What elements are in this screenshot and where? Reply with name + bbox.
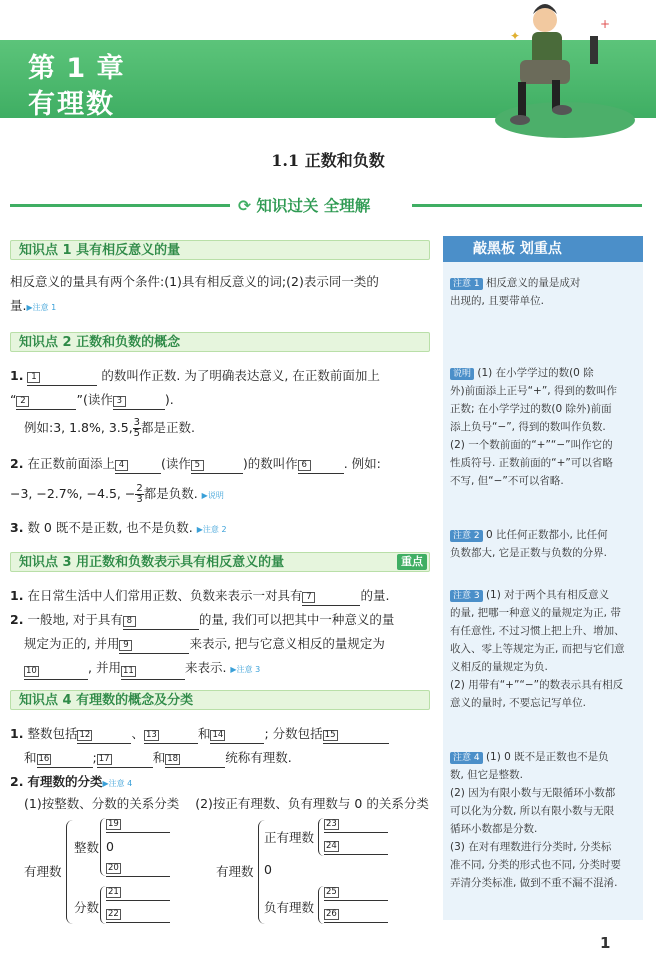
note-text: (3) 在对有理数进行分类时, 分类标 [450, 841, 612, 853]
chapter-title: 有理数 [28, 89, 115, 120]
kp3-line3 [24, 634, 444, 654]
text: −3, −2.7%, −4.5, − [10, 486, 136, 501]
blank-number: 6 [298, 460, 311, 471]
kp3-line2 [10, 610, 430, 630]
note-link[interactable]: ▶注意 2 [196, 525, 227, 534]
blank-8[interactable] [123, 615, 199, 630]
kp2-line2 [10, 390, 430, 410]
text: 和 [24, 750, 37, 765]
sidebar-header [443, 236, 643, 262]
tree1-integer: 整数 [74, 840, 100, 855]
item-number: 1. [10, 368, 24, 383]
kp1-header: 知识点 1 具有相反意义的量 [10, 240, 430, 260]
classification-2-title: (2)按正有理数、负有理数与 0 的关系分类 [195, 796, 429, 811]
blank-number: 7 [302, 592, 315, 603]
text: ; 分数包括 [264, 726, 323, 741]
blank-17[interactable] [97, 753, 153, 768]
sidebar-header-title: 敲黑板 划重点 [473, 241, 562, 257]
tree2-line-26 [324, 922, 388, 923]
divider-right [412, 204, 642, 207]
blank-number: 12 [79, 730, 91, 740]
kp2-line5 [10, 480, 430, 510]
kp3-title: 知识点 3 用正数和负数表示具有相反意义的量 [19, 555, 285, 570]
tree2-line-25 [324, 900, 388, 901]
blank-15[interactable] [323, 729, 389, 744]
note-text: 收入、零上等规定为正, 而把与它们意 [450, 643, 625, 655]
text: “ [10, 392, 17, 407]
blank-number: 15 [324, 730, 336, 740]
note-tag: 说明 [450, 368, 474, 380]
blank-number: 25 [326, 887, 337, 897]
note-text: (1) 对于两个具有相反意义 [485, 589, 610, 601]
blank-12[interactable] [77, 729, 131, 744]
divider-title [238, 194, 370, 216]
blank-number: 16 [38, 754, 50, 764]
tree1-line-22 [106, 922, 170, 923]
text: 在日常生活中人们常用正数、负数来表示一对具有 [27, 588, 303, 603]
text: , 并用 [88, 660, 121, 675]
section-title: 1.1 正数和负数 [271, 151, 385, 170]
kp4-header: 知识点 4 有理数的概念及分类 [10, 690, 430, 710]
note-text: (2) 用带有“+”“−”的数表示具有相反 [450, 679, 624, 691]
text: 整数包括 [27, 726, 78, 741]
chapter-number: 第 1 章 [28, 53, 125, 84]
tree2-line-24 [324, 854, 388, 855]
tree1-blank-20[interactable] [106, 862, 121, 877]
note-1 [450, 274, 640, 310]
tree2-blank-25[interactable] [324, 886, 339, 901]
blank-13[interactable] [144, 729, 198, 744]
blank-6[interactable] [298, 459, 344, 474]
note-link[interactable]: ▶注意 1 [26, 303, 57, 312]
note-text: 负数都大, 它是正数与负数的分界. [450, 547, 608, 559]
blank-number: 14 [212, 730, 224, 740]
note-text: 数, 但它是整数. [450, 769, 524, 781]
note-link[interactable]: ▶注意 4 [102, 779, 133, 788]
blank-number: 9 [119, 640, 132, 651]
blank-number: 23 [326, 819, 337, 829]
text: 、 [131, 726, 144, 741]
note-text: 0 比任何正数都小, 比任何 [485, 529, 608, 541]
kp3-line1 [10, 586, 430, 606]
kp2-line4 [10, 454, 430, 474]
blank-number: 13 [145, 730, 157, 740]
text: ”(读作 [76, 392, 113, 407]
note-text: 外)前面添上正号“+”, 得到的数叫作 [450, 385, 617, 397]
blank-number: 10 [26, 666, 37, 676]
kp4-line2 [24, 748, 444, 768]
tree2-zero: 0 [264, 862, 272, 877]
blank-number: 5 [191, 460, 204, 471]
tree1-line-19 [106, 832, 170, 833]
classification-1-title: (1)按整数、分数的关系分类 [24, 796, 180, 811]
tree1-blank-21[interactable] [106, 886, 121, 901]
blank-10[interactable] [24, 665, 88, 680]
note-3 [450, 586, 640, 712]
kp4-line3 [10, 772, 430, 794]
key-point-badge: 重点 [397, 554, 427, 570]
item-number: 1. [10, 588, 24, 603]
note-tag: 注意 1 [450, 278, 483, 290]
tree1-line-21 [106, 900, 170, 901]
text: 的量. [360, 588, 390, 603]
blank-3[interactable] [113, 395, 165, 410]
item-number: 1. [10, 726, 24, 741]
blank-number: 11 [122, 666, 134, 676]
blank-number: 18 [167, 754, 179, 764]
blank-number: 22 [108, 909, 119, 919]
svg-text:✦: ✦ [510, 29, 521, 43]
item-number: 3. [10, 520, 24, 535]
note-text: 相反意义的量是成对 [485, 277, 581, 289]
text: 来表示. [184, 660, 227, 675]
tree2-positive: 正有理数 [264, 830, 315, 845]
kp2-header: 知识点 2 正数和负数的概念 [10, 332, 430, 352]
note-text: 循环小数都是分数. [450, 823, 538, 835]
note-text: 性质符号. 正数前面的“+”可以省略 [450, 457, 613, 469]
note-text: 正数; 在小学学过的数(0 除外)前面 [450, 403, 612, 415]
note-tag: 注意 2 [450, 530, 483, 542]
item-number: 2. [10, 612, 24, 627]
note-text: 添上负号“−”, 得到的数叫作负数. [450, 421, 606, 433]
text: ; [92, 750, 97, 765]
text: 来表示, 把与它意义相反的量规定为 [189, 636, 385, 651]
kp1-text2: 量. [10, 298, 27, 313]
note-link[interactable]: ▶注意 3 [230, 665, 261, 674]
blank-18[interactable] [165, 753, 225, 768]
numerator: 3 [133, 417, 141, 428]
kp4-line1 [10, 724, 430, 744]
text: ). [164, 392, 174, 407]
text: 都是正数. [141, 420, 196, 435]
blank-number: 2 [16, 396, 29, 407]
note-tag: 注意 4 [450, 752, 483, 764]
blank-9[interactable] [119, 639, 189, 654]
blank-number: 24 [326, 841, 337, 851]
tree2-blank-26[interactable] [324, 908, 339, 923]
tree1-zero: 0 [106, 839, 114, 854]
text: 都是负数. [143, 486, 198, 501]
numerator: 2 [136, 483, 143, 494]
tree1-blank-22[interactable] [106, 908, 121, 923]
page-number: 1 [600, 934, 611, 952]
note-4 [450, 748, 640, 892]
denominator: 3 [136, 494, 143, 505]
blank-4[interactable] [115, 459, 161, 474]
blank-number: 21 [108, 887, 119, 897]
blank-number: 19 [108, 819, 119, 829]
text: . 例如: [343, 456, 381, 471]
note-link[interactable]: ▶说明 [201, 491, 224, 500]
note-tag: 注意 3 [450, 590, 483, 602]
blank-number: 3 [113, 396, 126, 407]
note-2 [450, 526, 640, 562]
blank-5[interactable] [191, 459, 243, 474]
blank-1[interactable] [27, 371, 97, 386]
kp3-line4 [24, 658, 444, 680]
note-text: 有任意性, 不过习惯上把上升、增加、 [450, 625, 625, 637]
blank-number: 1 [27, 372, 40, 383]
blank-number: 20 [108, 863, 119, 873]
tree1-fraction: 分数 [74, 900, 100, 915]
kp1-line2 [10, 296, 430, 318]
text: 数 0 既不是正数, 也不是负数. [27, 520, 193, 535]
fraction [135, 484, 143, 505]
text: 的数叫作正数. 为了明确表达意义, 在正数前面加上 [101, 368, 380, 383]
kp2-line1 [10, 366, 430, 386]
note-text: 义相反的量规定为负. [450, 661, 548, 673]
blank-number: 26 [326, 909, 337, 919]
note-text: (1) 0 既不是正数也不是负 [485, 751, 609, 763]
note-text: 准不同, 分类的形式也不同, 分类时要 [450, 859, 621, 871]
blank-7[interactable] [302, 591, 360, 606]
blank-14[interactable] [210, 729, 264, 744]
text: 在正数前面添上 [27, 456, 115, 471]
tree1-root: 有理数 [24, 864, 62, 879]
text: 和 [152, 750, 166, 765]
text: 的量, 我们可以把其中一种意义的量 [198, 612, 395, 627]
text: )的数叫作 [242, 456, 298, 471]
note-text: 弄清分类标准, 做到不重不漏不混淆. [450, 877, 618, 889]
note-text: 意义的量时, 不要忘记写单位. [450, 697, 587, 709]
denominator: 5 [133, 428, 141, 439]
tree2-blank-23[interactable] [324, 818, 339, 833]
blank-number: 4 [115, 460, 128, 471]
text: 一般地, 对于具有 [27, 612, 123, 627]
note-text: (2) 因为有限小数与无限循环小数都 [450, 787, 616, 799]
blank-2[interactable] [16, 395, 76, 410]
tree2-blank-24[interactable] [324, 840, 339, 855]
divider-left [10, 204, 230, 207]
blank-number: 8 [123, 616, 136, 627]
explanation-1 [450, 364, 640, 490]
tree2-line-23 [324, 832, 388, 833]
blank-11[interactable] [121, 665, 185, 680]
kp2-line6 [10, 518, 430, 540]
tree2-root: 有理数 [216, 864, 254, 879]
tree1-line-20 [106, 876, 170, 877]
note-text: 可以化为分数, 所以有限小数与无限 [450, 805, 615, 817]
refresh-icon: ⟳ [238, 197, 251, 215]
item-number: 2. [10, 456, 24, 471]
note-text: 的量, 把哪一种意义的量规定为正, 带 [450, 607, 621, 619]
blank-number: 17 [98, 754, 110, 764]
item-number: 2. [10, 774, 24, 789]
kp3-header [10, 552, 430, 572]
text: 统称有理数. [225, 750, 292, 765]
note-text: 不写, 但“−”不可以省略. [450, 475, 564, 487]
tree2-negative: 负有理数 [264, 900, 315, 915]
text: 规定为正的, 并用 [24, 636, 120, 651]
svg-text:+: + [600, 17, 611, 31]
tree1-brace [66, 820, 73, 924]
kp4-line4 [24, 794, 444, 814]
text: 例如:3, 1.8%, 3.5, [24, 420, 133, 435]
student-illustration [490, 0, 640, 140]
note-text: (1) 在小学学过的数(0 除 [477, 367, 594, 379]
divider-title-text: 知识过关 全理解 [256, 197, 371, 215]
kp1-text1: 相反意义的量具有两个条件:(1)具有相反意义的词;(2)表示同一类的 [10, 274, 379, 289]
note-text: (2) 一个数前面的“+”“−”叫作它的 [450, 439, 613, 451]
text: 有理数的分类 [27, 774, 103, 789]
kp2-line3 [24, 414, 444, 442]
text: 和 [197, 726, 211, 741]
text: (读作 [160, 456, 191, 471]
note-text: 出现的, 且要带单位. [450, 295, 545, 307]
fraction [133, 418, 141, 439]
tree1-blank-19[interactable] [106, 818, 121, 833]
blank-16[interactable] [37, 753, 93, 768]
